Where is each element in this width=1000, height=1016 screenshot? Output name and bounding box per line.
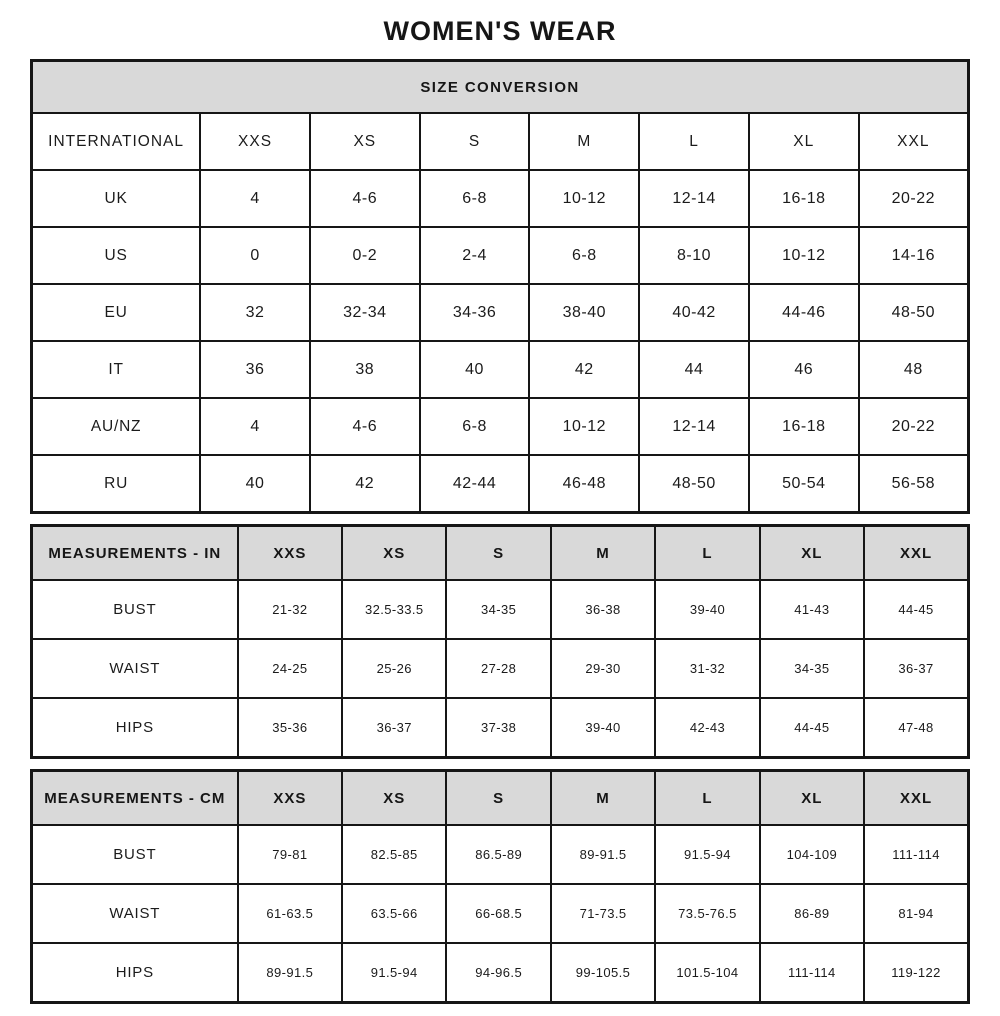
cell: 34-35 xyxy=(760,639,864,698)
cell: 42-44 xyxy=(420,455,530,513)
cell: 94-96.5 xyxy=(446,943,550,1003)
cell: 0 xyxy=(200,227,310,284)
row-label: IT xyxy=(32,341,201,398)
column-header: XL xyxy=(760,771,864,826)
cell: 32.5-33.5 xyxy=(342,580,446,639)
cell: 40 xyxy=(420,341,530,398)
cell: 25-26 xyxy=(342,639,446,698)
cell: 39-40 xyxy=(551,698,655,758)
cell: 31-32 xyxy=(655,639,759,698)
cell: 39-40 xyxy=(655,580,759,639)
corner-header: MEASUREMENTS - CM xyxy=(32,771,238,826)
cell: 16-18 xyxy=(749,398,859,455)
cell: 71-73.5 xyxy=(551,884,655,943)
cell: 36-38 xyxy=(551,580,655,639)
table-row xyxy=(32,639,969,698)
cell: 119-122 xyxy=(864,943,968,1003)
cell: 35-36 xyxy=(238,698,342,758)
cell: 44-45 xyxy=(864,580,968,639)
table-row xyxy=(32,227,969,284)
measurements-in-table xyxy=(30,524,970,759)
row-label: US xyxy=(32,227,201,284)
column-header: S xyxy=(446,526,550,581)
row-label: AU/NZ xyxy=(32,398,201,455)
column-header: XL xyxy=(749,113,859,170)
cell: 4 xyxy=(200,398,310,455)
column-header: XS xyxy=(342,526,446,581)
cell: 36 xyxy=(200,341,310,398)
cell: 40 xyxy=(200,455,310,513)
tables-container xyxy=(30,59,970,1004)
column-header: XXL xyxy=(859,113,969,170)
cell: 4-6 xyxy=(310,398,420,455)
row-label: HIPS xyxy=(32,698,238,758)
cell: 34-36 xyxy=(420,284,530,341)
cell: 6-8 xyxy=(420,398,530,455)
cell: 81-94 xyxy=(864,884,968,943)
row-label: WAIST xyxy=(32,639,238,698)
cell: 111-114 xyxy=(760,943,864,1003)
column-header: M xyxy=(529,113,639,170)
cell: 32-34 xyxy=(310,284,420,341)
cell: 44-46 xyxy=(749,284,859,341)
cell: 79-81 xyxy=(238,825,342,884)
cell: 66-68.5 xyxy=(446,884,550,943)
cell: 10-12 xyxy=(529,398,639,455)
cell: 12-14 xyxy=(639,170,749,227)
column-header: L xyxy=(655,771,759,826)
banner-row xyxy=(32,61,969,114)
cell: 2-4 xyxy=(420,227,530,284)
corner-header: INTERNATIONAL xyxy=(32,113,201,170)
cell: 6-8 xyxy=(420,170,530,227)
cell: 89-91.5 xyxy=(551,825,655,884)
cell: 27-28 xyxy=(446,639,550,698)
cell: 46-48 xyxy=(529,455,639,513)
cell: 61-63.5 xyxy=(238,884,342,943)
measurements-cm-table xyxy=(30,769,970,1004)
cell: 48 xyxy=(859,341,969,398)
cell: 38 xyxy=(310,341,420,398)
cell: 12-14 xyxy=(639,398,749,455)
table-banner: SIZE CONVERSION xyxy=(32,61,969,114)
cell: 32 xyxy=(200,284,310,341)
cell: 40-42 xyxy=(639,284,749,341)
cell: 10-12 xyxy=(749,227,859,284)
cell: 99-105.5 xyxy=(551,943,655,1003)
column-header: M xyxy=(551,771,655,826)
cell: 37-38 xyxy=(446,698,550,758)
row-label: RU xyxy=(32,455,201,513)
table-row xyxy=(32,284,969,341)
table-row xyxy=(32,170,969,227)
cell: 38-40 xyxy=(529,284,639,341)
cell: 42-43 xyxy=(655,698,759,758)
cell: 104-109 xyxy=(760,825,864,884)
cell: 42 xyxy=(310,455,420,513)
column-header: XXS xyxy=(238,771,342,826)
column-header: L xyxy=(639,113,749,170)
cell: 101.5-104 xyxy=(655,943,759,1003)
column-header: S xyxy=(446,771,550,826)
cell: 50-54 xyxy=(749,455,859,513)
row-label: UK xyxy=(32,170,201,227)
cell: 86.5-89 xyxy=(446,825,550,884)
cell: 20-22 xyxy=(859,170,969,227)
size-chart-page xyxy=(0,16,1000,1004)
cell: 63.5-66 xyxy=(342,884,446,943)
column-header: XXL xyxy=(864,771,968,826)
cell: 89-91.5 xyxy=(238,943,342,1003)
cell: 111-114 xyxy=(864,825,968,884)
cell: 44-45 xyxy=(760,698,864,758)
cell: 56-58 xyxy=(859,455,969,513)
cell: 0-2 xyxy=(310,227,420,284)
cell: 91.5-94 xyxy=(655,825,759,884)
row-label: BUST xyxy=(32,825,238,884)
cell: 86-89 xyxy=(760,884,864,943)
cell: 29-30 xyxy=(551,639,655,698)
table-row xyxy=(32,398,969,455)
row-label: BUST xyxy=(32,580,238,639)
table-row xyxy=(32,884,969,943)
cell: 24-25 xyxy=(238,639,342,698)
cell: 73.5-76.5 xyxy=(655,884,759,943)
table-row xyxy=(32,341,969,398)
column-header: XXL xyxy=(864,526,968,581)
column-header: XS xyxy=(342,771,446,826)
row-label: WAIST xyxy=(32,884,238,943)
column-header: XXS xyxy=(200,113,310,170)
page-title: WOMEN'S WEAR xyxy=(383,16,617,46)
cell: 46 xyxy=(749,341,859,398)
column-header: S xyxy=(420,113,530,170)
header-row xyxy=(32,113,969,170)
column-header: L xyxy=(655,526,759,581)
cell: 47-48 xyxy=(864,698,968,758)
table-row xyxy=(32,825,969,884)
cell: 36-37 xyxy=(342,698,446,758)
cell: 82.5-85 xyxy=(342,825,446,884)
cell: 6-8 xyxy=(529,227,639,284)
cell: 4-6 xyxy=(310,170,420,227)
cell: 16-18 xyxy=(749,170,859,227)
cell: 21-32 xyxy=(238,580,342,639)
table-row xyxy=(32,698,969,758)
size-conversion-table xyxy=(30,59,970,514)
row-label: EU xyxy=(32,284,201,341)
cell: 41-43 xyxy=(760,580,864,639)
cell: 8-10 xyxy=(639,227,749,284)
header-row xyxy=(32,526,969,581)
table-row xyxy=(32,580,969,639)
cell: 4 xyxy=(200,170,310,227)
cell: 48-50 xyxy=(639,455,749,513)
table-row xyxy=(32,455,969,513)
header-row xyxy=(32,771,969,826)
cell: 10-12 xyxy=(529,170,639,227)
cell: 34-35 xyxy=(446,580,550,639)
cell: 14-16 xyxy=(859,227,969,284)
cell: 36-37 xyxy=(864,639,968,698)
row-label: HIPS xyxy=(32,943,238,1003)
column-header: XXS xyxy=(238,526,342,581)
corner-header: MEASUREMENTS - IN xyxy=(32,526,238,581)
cell: 48-50 xyxy=(859,284,969,341)
cell: 42 xyxy=(529,341,639,398)
column-header: XL xyxy=(760,526,864,581)
cell: 20-22 xyxy=(859,398,969,455)
table-row xyxy=(32,943,969,1003)
cell: 44 xyxy=(639,341,749,398)
column-header: M xyxy=(551,526,655,581)
cell: 91.5-94 xyxy=(342,943,446,1003)
column-header: XS xyxy=(310,113,420,170)
